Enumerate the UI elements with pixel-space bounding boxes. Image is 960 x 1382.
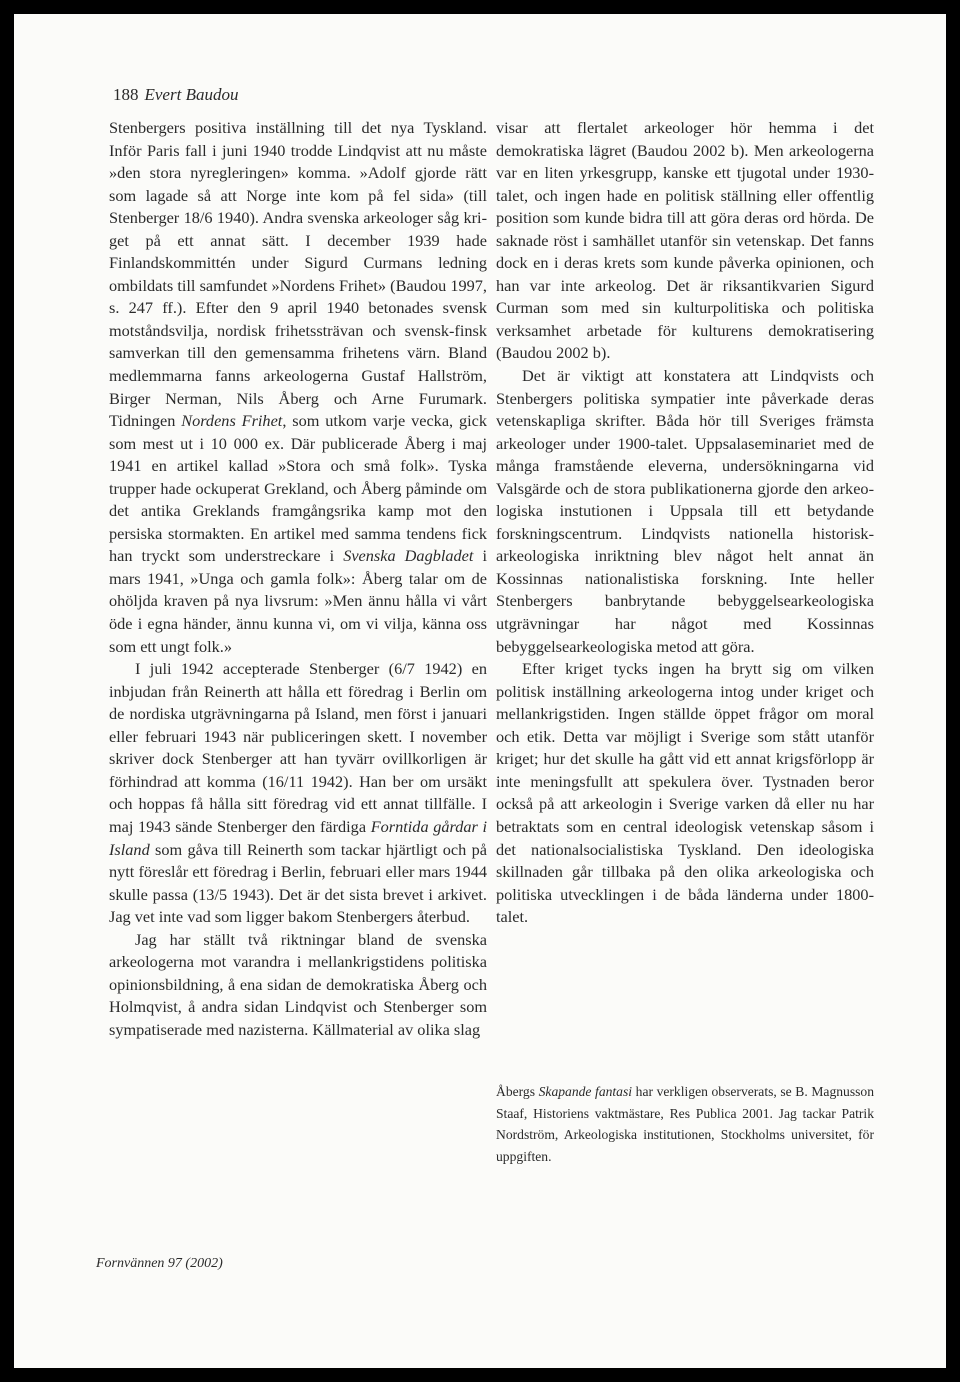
italic-title: Skapande fantasi: [538, 1084, 633, 1099]
text-run: som gåva till Reinerth som tackar hjärtligt och på nytt föreslår ett föredrag i Berlin, februari eller mars 1944 skulle passa (13/5 1943). Det är det sista brevet i arkivet. Jag vet inte vad som ligger bakom Stenbergers återbud.: [109, 839, 487, 927]
journal-footer: Fornvännen 97 (2002): [96, 1256, 223, 1271]
left-column: [109, 117, 487, 1041]
text-run: Åbergs: [496, 1084, 539, 1099]
page-number: 188: [113, 85, 139, 104]
text-run: Stenbergers positiva inställning till det nya Tyskland. Inför Paris fall i juni 1940 trodde Lindqvist att nu måste »den stora nyregleringen» komma. »Adolf gjorde rätt som lagade så att Norge inte kom på fel sida» (till Stenberger 18/6 1940). Andra svenska arkeologer såg kriget på ett annat sätt. I december 1939 hade Finlandskommittén under Sigurd Curmans ledning ombildats till samfundet »Nordens Frihet» (Baudou 1997, s. 247 ff.). Efter den 9 april 1940 betonades svensk motståndsvilja, nordisk frihetssträvan och svensk-finsk samverkan till den gemensamma frihetens värn. Bland medlemmarna fanns arkeologerna Gustaf Hallström, Birger Nerman, Nils Åberg och Arne Furumark. Tidningen: [109, 118, 487, 431]
paragraph: Efter kriget tycks ingen ha brytt sig om vilken politisk inställning arkeologerna intog under kriget och mellankrigstiden. Ingen ställde öppet frågor om moral och etik. Detta var möjligt i Sverige som stått utanför kriget; hur det skulle ha gått vid ett annat krigsförlopp är inte meningsfullt att spekulera över. Tystnaden beror också på att arkeologin i Sverige varken då eller nu har betraktats som en central ideologisk vetenskap såsom i det nationalsocialistiska Tyskland. Den ideologiska skillnaden går tillbaka på den olika arkeologiska och politiska utvecklingen i de båda länderna under 1800-talet.: [496, 659, 874, 927]
document-page: [14, 14, 946, 1368]
italic-title: Nordens Frihet: [181, 411, 283, 431]
text-run: , som utkom varje vecka, gick som mest ut i 10 000 ex. Där publicerade Åberg i maj 1941 en artikel kallad »Stora och små folk». Tyska trupper hade ockuperat Grekland, och Åberg påminde om det antika Greklands framgångsrika kamp mot den persiska stormakten. En artikel med samma tendens fick han tryckt som understreckare i: [109, 411, 487, 566]
running-head: [113, 84, 238, 106]
right-column: [496, 117, 874, 929]
paragraph: visar att flertalet arkeologer hör hemma i det demokratiska lägret (Baudou 2002 b). Men arkeologerna var en liten yrkesgrupp, kanske ett tjugotal under 1930-talet, och ingen hade en politisk ställning eller offentlig position som kunde bidra till att göra deras ord hörda. De saknade röst i samhället utanför sin vetenskap. Det fanns dock en i deras krets som kunde påverka opinionen, och han var inte arkeolog. Det är riksantikvarien Sigurd Curman som med sin kulturpolitiska och politiska verksamhet arbetade för kulturens demokratisering (Baudou 2002 b).: [496, 118, 874, 363]
text-run: har verkligen observerats, se B. Magnusson Staaf, Historiens vaktmästare, Res Publica 2001. Jag tackar Patrik Nordström, Arkeologiska institutionen, Stockholms universitet, för uppgiften.: [496, 1084, 875, 1164]
italic-title: Svenska Dagbladet: [343, 546, 474, 566]
text-run: i mars 1941, »Unga och gamla folk»: Åberg talar om de ohöljda kraven på nya livsrum: »Men ännu hålla vi vårt öde i egna händer, ännu kunna vi, om vi vilja, känna oss som ett ungt folk.»: [109, 546, 487, 656]
paragraph: Jag har ställt två riktningar bland de svenska arkeologerna mot varandra i mellankrigstidens politiska opinionsbildning, å ena sidan de demokratiska Åberg och Holmqvist, å andra sidan Lindqvist och Stenberger som sympatiserade med nazisterna. Källmaterial av olika slag: [109, 929, 487, 1039]
acknowledgement-note: [496, 1081, 874, 1167]
paragraph: [109, 117, 487, 658]
running-head-author: Evert Baudou: [144, 85, 239, 104]
paragraph: Det är viktigt att konstatera att Lindqvists och Stenbergers politiska sympatier inte påverkade deras vetenskapliga skrifter. Båda hör till Sveriges främsta arkeologer under 1900-talet. Uppsalaseminariet med de många framstående eleverna, undersökningarna vid Valsgärde och de stora publikationerna gjorde den arkeologiska instutionen i Uppsala till ett betydande forskningscentrum. Lindqvists nationella historisk-arkeologiska inriktning blev något helt annat än Kossinnas nationalistiska forskning. Inte heller Stenbergers banbrytande bebyggelsearkeologiska utgrävningar har något med Kossinnas bebyggelsearkeologiska metod att göra.: [496, 366, 874, 656]
text-run: I juli 1942 accepterade Stenberger (6/7 1942) en inbjudan från Reinerth att hålla ett föredrag i Berlin om de nordiska utgrävningarna på Island, men först i januari eller februari 1943 när publiceringen skett. I november skriver dock Stenberger att han tyvärr ovillkorligen är förhindrad att komma (16/11 1942). Han ber om ursäkt och hoppas få hålla sitt föredrag vid ett annat tillfälle. I maj 1943 sände Stenberger den färdiga: [109, 659, 487, 836]
paragraph: [109, 658, 487, 929]
note-paragraph: [496, 1081, 874, 1167]
italic-title: Forntida gårdar i Island: [109, 816, 487, 859]
